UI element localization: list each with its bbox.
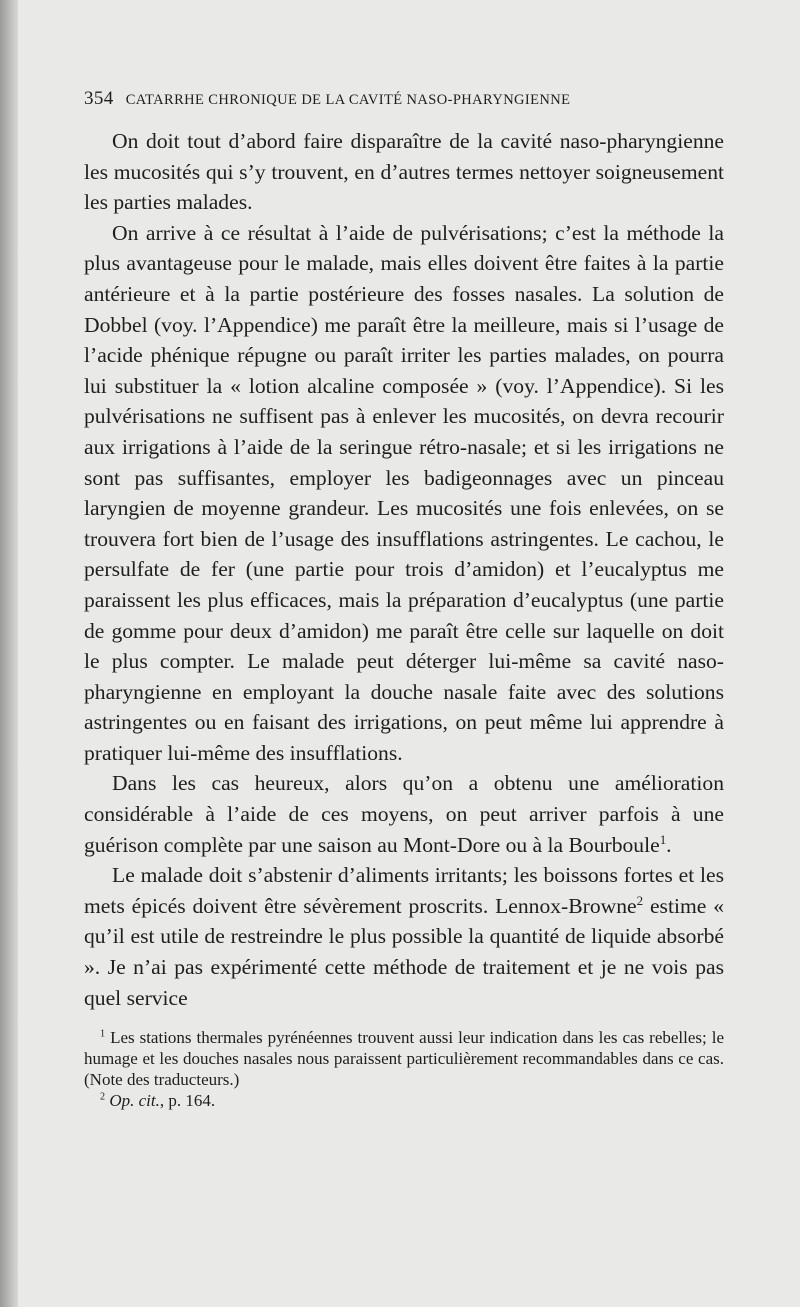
paragraph-3	[84, 768, 724, 860]
page-number: 354	[84, 88, 114, 109]
footnote-1-text: Les stations thermales pyrénéennes trouvent aussi leur indication dans les cas rebelles; le humage et les douches nasales nous paraissent particulièrement recommandables dans ce cas. (Note des traducteurs.)	[84, 1028, 724, 1090]
footnote-marker-2: 2	[100, 1091, 106, 1103]
running-head	[84, 88, 724, 120]
footnote-ref-2[interactable]: 2	[636, 892, 644, 908]
scan-shadow-edge	[0, 0, 18, 1307]
book-page	[84, 88, 724, 1111]
paragraph-4-start: Le malade doit s’abstenir d’aliments irritants; les boissons fortes et les mets épicés doivent être sévèrement proscrits. Lennox-Browne	[84, 863, 724, 918]
footnotes	[84, 1027, 724, 1111]
footnote-ref-1[interactable]: 1	[659, 831, 667, 847]
paragraph-2: On arrive à ce résultat à l’aide de pulvérisations; c’est la méthode la plus avantageuse pour le malade, mais elles doivent être faites à la partie antérieure et à la partie postérieure des fosses nasales. La solution de Dobbel (voy. l’Appendice) me paraît être la meilleure, mais si l’usage de l’acide phénique répugne ou paraît irriter les parties malades, on pourra lui substituer la « lotion alcaline composée » (voy. l’Appendice). Si les pulvérisations ne suffisent pas à enlever les mucosités, on devra recourir aux irrigations à l’aide de la seringue rétro-nasale; et si les irrigations ne sont pas suffisantes, employer les badigeonnages avec un pinceau laryngien de moyenne grandeur. Les mucosités une fois enlevées, on se trouvera fort bien de l’usage des insufflations astringentes. Le cachou, le persulfate de fer (une partie pour trois d’amidon) et l’eucalyptus me paraissent les plus efficaces, mais la préparation d’eucalyptus (une partie de gomme pour deux d’amidon) me paraît être celle sur laquelle on doit le plus compter. Le malade peut déterger lui-même sa cavité naso-pharyngienne en employant la douche nasale faite avec des solutions astringentes ou en faisant des irrigations, on peut même lui apprendre à pratiquer lui-même des insufflations.	[84, 220, 724, 765]
running-title: CATARRHE CHRONIQUE DE LA CAVITÉ NASO-PHARYNGIENNE	[125, 92, 571, 108]
paragraph-1: On doit tout d’abord faire disparaître de la cavité naso-pharyngienne les mucosités qui s’y trouvent, en d’autres termes nettoyer soigneusement les parties malades.	[84, 129, 724, 215]
footnote-2-text: , p. 164.	[159, 1091, 216, 1111]
footnote-2-italic: Op. cit.	[105, 1091, 160, 1111]
paragraph-4	[84, 860, 724, 1013]
paragraph-3-text: Dans les cas heureux, alors qu’on a obtenu une amélioration considérable à l’aide de ces moyens, on peut arriver parfois à une guérison complète par une saison au Mont-Dore ou à la Bourboule	[84, 771, 724, 857]
footnote-1	[84, 1027, 724, 1090]
paragraph-3-end: .	[666, 832, 672, 857]
body-text	[84, 126, 724, 1013]
footnote-marker-1: 1	[100, 1028, 106, 1040]
paragraph-4-end: estime « qu’il est utile de restreindre le plus possible la quantité de liquide absorbé ». Je n’ai pas expérimenté cette méthode de traitement et je ne vois pas quel service	[84, 893, 724, 1010]
footnote-2	[84, 1090, 724, 1111]
